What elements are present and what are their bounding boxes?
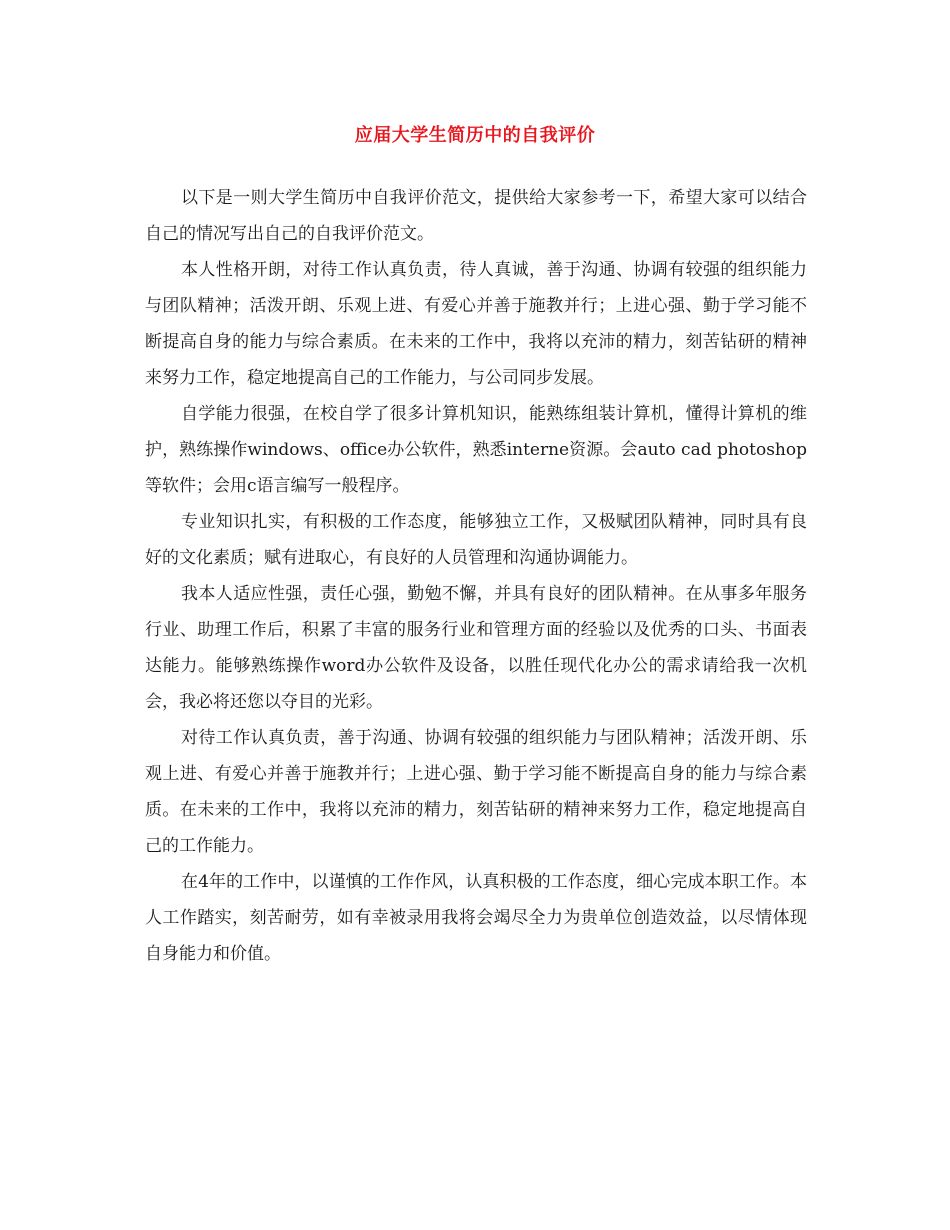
paragraph-experience: 在4年的工作中，以谨慎的工作作风，认真积极的工作态度，细心完成本职工作。本人工作踏实，刻苦耐劳，如有幸被录用我将会竭尽全力为贵单位创造效益，以尽情体现自身能力和价值。	[145, 872, 807, 964]
paragraph-adaptability: 我本人适应性强，责任心强，勤勉不懈，并具有良好的团队精神。在从事多年服务行业、助理工作后，积累了丰富的服务行业和管理方面的经验以及优秀的口头、书面表达能力。能够熟练操作word办公软件及设备，以胜任现代化办公的需求请给我一次机会，我必将还您以夺目的光彩。	[145, 584, 807, 712]
paragraph-work-attitude: 对待工作认真负责，善于沟通、协调有较强的组织能力与团队精神；活泼开朗、乐观上进、有爱心并善于施教并行；上进心强、勤于学习能不断提高自身的能力与综合素质。在未来的工作中，我将以充沛的精力，刻苦钻研的精神来努力工作，稳定地提高自己的工作能力。	[145, 728, 807, 856]
document-body	[145, 180, 807, 972]
page-title: 应届大学生简历中的自我评价	[354, 125, 596, 146]
paragraph-intro: 以下是一则大学生简历中自我评价范文，提供给大家参考一下，希望大家可以结合自己的情况写出自己的自我评价范文。	[145, 188, 807, 244]
paragraph-computer-skills: 自学能力很强，在校自学了很多计算机知识，能熟练组装计算机，懂得计算机的维护，熟练操作windows、office办公软件，熟悉interne资源。会auto cad photoshop 等软件；会用c语言编写一般程序。	[145, 404, 807, 496]
paragraph-personality: 本人性格开朗，对待工作认真负责，待人真诚，善于沟通、协调有较强的组织能力与团队精神；活泼开朗、乐观上进、有爱心并善于施教并行；上进心强、勤于学习能不断提高自身的能力与综合素质。在未来的工作中，我将以充沛的精力，刻苦钻研的精神来努力工作，稳定地提高自己的工作能力，与公司同步发展。	[145, 260, 807, 388]
paragraph-professional-knowledge: 专业知识扎实，有积极的工作态度，能够独立工作，又极赋团队精神，同时具有良好的文化素质；赋有进取心，有良好的人员管理和沟通协调能力。	[145, 512, 807, 568]
